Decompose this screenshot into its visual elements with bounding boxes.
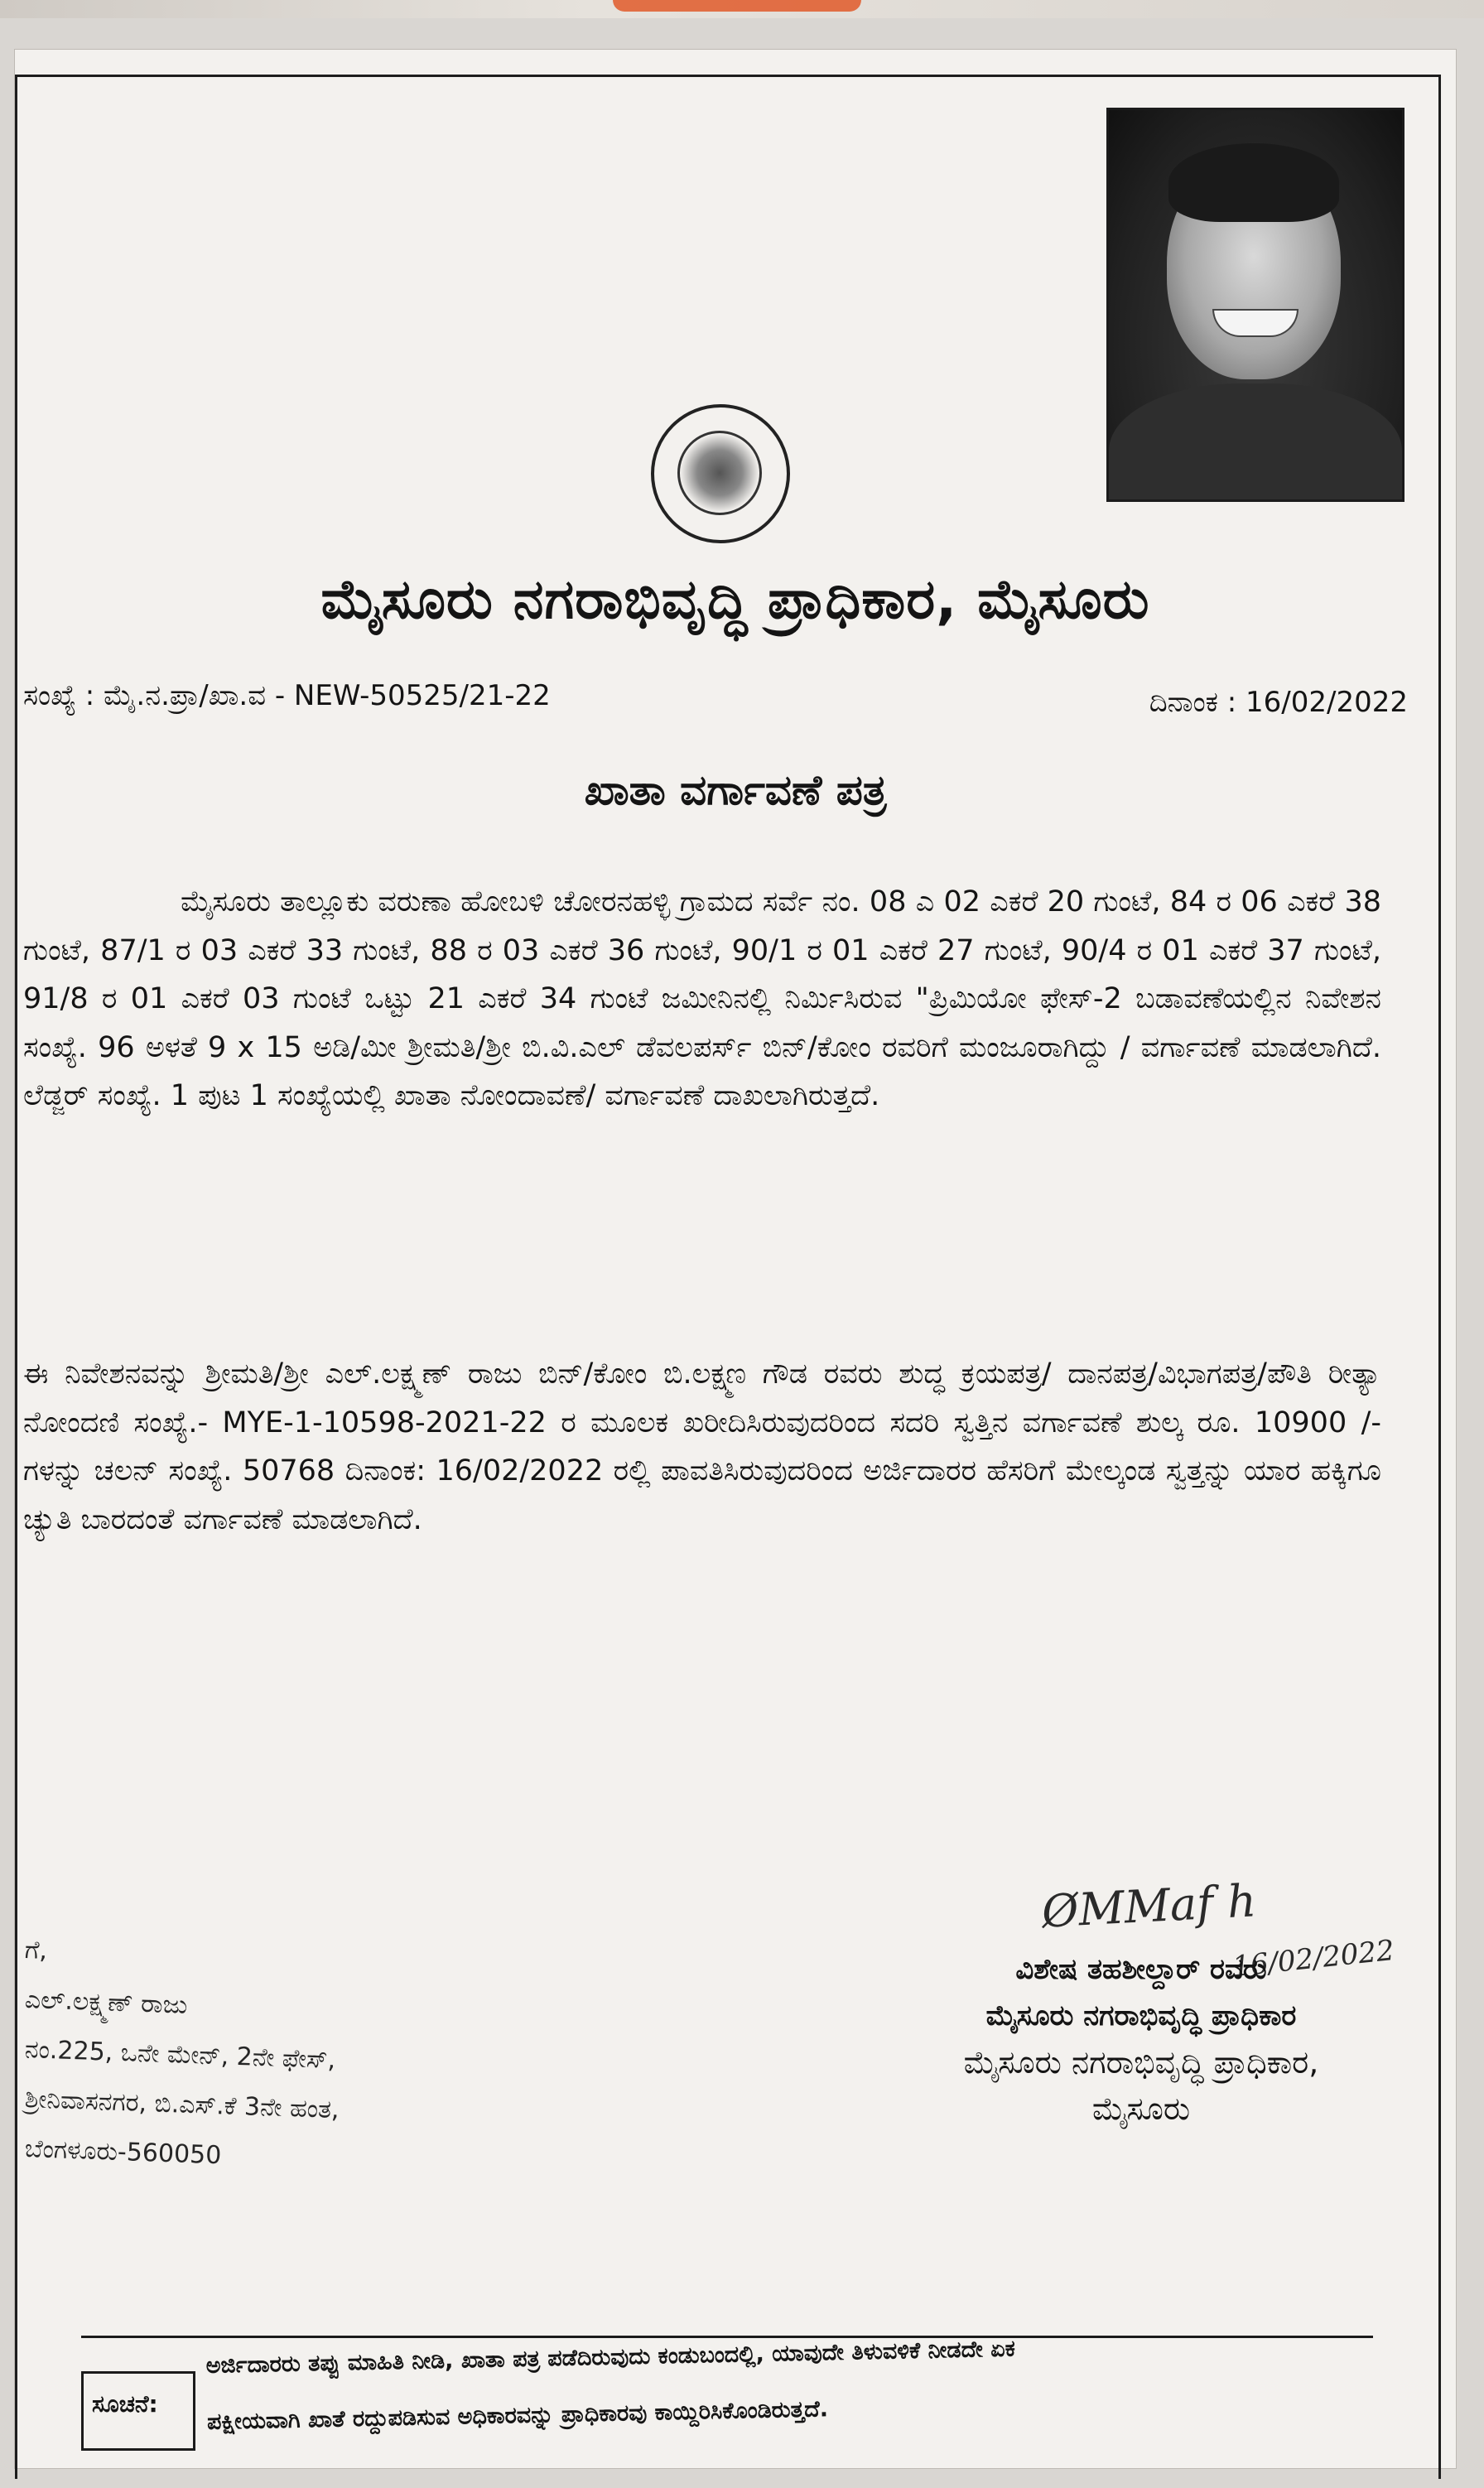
- recipient-prefix: ಗೆ,: [24, 1936, 48, 1965]
- document-subtitle: ಖಾತಾ ವರ್ಗಾವಣೆ ಪತ್ರ: [584, 766, 887, 814]
- notice-label-box: [81, 2371, 195, 2451]
- notice-box: [81, 2336, 1373, 2479]
- reference-number: ಸಂಖ್ಯೆ : ಮೈ.ನ.ಪ್ರಾ/ಖಾ.ವ - NEW-50525/21-22: [23, 679, 551, 712]
- signatory-authority: ಮೈಸೂರು ನಗರಾಭಿವೃದ್ಧಿ ಪ್ರಾಧಿಕಾರ,: [963, 2044, 1319, 2081]
- notice-text: [205, 2313, 1384, 2451]
- notice-line-1: ಅರ್ಜಿದಾರರು ತಪ್ಪು ಮಾಹಿತಿ ನೀಡಿ, ಖಾತಾ ಪತ್ರ ಪಡೆದಿರುವುದು ಕಂಡುಬಂದಲ್ಲಿ, ಯಾವುದೇ ತಿಳುವಳಿಕೆ ನೀಡದೇ ಏಕ: [205, 2336, 1016, 2379]
- applicant-photo: [1106, 108, 1404, 502]
- signature-scribble: ØMMaf h: [1040, 1874, 1258, 1938]
- signature-date: 16/02/2022: [1231, 1933, 1396, 1984]
- signatory-title: ವಿಶೇಷ ತಹಶೀಲ್ದಾರ್ ರವರು: [1015, 1953, 1267, 1986]
- signatory-city: ಮೈಸೂರು: [1091, 2090, 1191, 2127]
- photo-hair: [1168, 143, 1339, 222]
- photo-shoulders: [1109, 383, 1402, 502]
- paragraph-1: ಮೈಸೂರು ತಾಲ್ಲೂಕು ವರುಣಾ ಹೋಬಳಿ ಚೋರನಹಳ್ಳಿ ಗ್ರಾಮದ ಸರ್ವೆ ನಂ. 08 ಎ 02 ಎಕರೆ 20 ಗುಂಟೆ, 84 ರ 06 ಎಕರೆ 38 ಗುಂಟೆ, 87/1 ರ 03 ಎಕರೆ 33 ಗುಂಟೆ, 88 ರ 03 ಎಕರೆ 36 ಗುಂಟೆ, 90/1 ರ 01 ಎಕರೆ 27 ಗುಂಟೆ, 90/4 ರ 01 ಎಕರೆ 37 ಗುಂಟೆ, 91/8 ರ 01 ಎಕರೆ 03 ಗುಂಟೆ ಒಟ್ಟು 21 ಎಕರೆ 34 ಗುಂಟೆ ಜಮೀನಿನಲ್ಲಿ ನಿರ್ಮಿಸಿರುವ "ಪ್ರಿಮಿಯೋ ಫೇಸ್-2 ಬಡಾವಣೆಯಲ್ಲಿನ ನಿವೇಶನ ಸಂಖ್ಯೆ. 96 ಅಳತೆ 9 x 15 ಅಡಿ/ಮೀ ಶ್ರೀಮತಿ/ಶ್ರೀ ಬಿ.ವಿ.ಎಲ್ ಡೆವಲಪರ್ಸ್ ಬಿನ್/ಕೋಂ ರವರಿಗೆ ಮಂಜೂರಾಗಿದ್ದು / ವರ್ಗಾವಣೆ ಮಾಡಲಾಗಿದೆ. ಲೆಡ್ಜರ್ ಸಂಖ್ಯೆ. 1 ಪುಟ 1 ಸಂಖ್ಯೆಯಲ್ಲಿ ಖಾತಾ ನೋಂದಾವಣೆ/ ವರ್ಗಾವಣೆ ದಾಖಲಾಗಿರುತ್ತದೆ.: [23, 885, 1381, 1112]
- recipient-name: ಎಲ್.ಲಕ್ಷ್ಮಣ್ ರಾಜು: [24, 1985, 188, 2020]
- recipient-address-line-2: ಶ್ರೀನಿವಾಸನಗರ, ಬಿ.ಎಸ್.ಕೆ 3ನೇ ಹಂತ,: [24, 2085, 340, 2125]
- signatory-block: [876, 1946, 1406, 2132]
- authority-seal-icon: [651, 404, 790, 543]
- recipient-address-line-1: ನಂ.225, ಒನೇ ಮೇನ್, 2ನೇ ಫೇಸ್,: [24, 2035, 336, 2076]
- paragraph-2: ಈ ನಿವೇಶನವನ್ನು ಶ್ರೀಮತಿ/ಶ್ರೀ ಎಲ್.ಲಕ್ಷ್ಮಣ್ ರಾಜು ಬಿನ್/ಕೋಂ ಬಿ.ಲಕ್ಷ್ಮಣ ಗೌಡ ರವರು ಶುದ್ಧ ಕ್ರಯಪತ್ರ/ ದಾನಪತ್ರ/ವಿಭಾಗಪತ್ರ/ಪೌತಿ ರೀತ್ಯಾ ನೋಂದಣಿ ಸಂಖ್ಯೆ.- MYE-1-10598-2021-22 ರ ಮೂಲಕ ಖರೀದಿಸಿರುವುದರಿಂದ ಸದರಿ ಸ್ವತ್ತಿನ ವರ್ಗಾವಣೆ ಶುಲ್ಕ ರೂ. 10900 /- ಗಳನ್ನು ಚಲನ್ ಸಂಖ್ಯೆ. 50768 ದಿನಾಂಕ: 16/02/2022 ರಲ್ಲಿ ಪಾವತಿಸಿರುವುದರಿಂದ ಅರ್ಜಿದಾರರ ಹೆಸರಿಗೆ ಮೇಲ್ಕಂಡ ಸ್ವತ್ತನ್ನು ಯಾರ ಹಕ್ಕಿಗೂ ಚ್ಯುತಿ ಬಾರದಂತೆ ವರ್ಗಾವಣೆ ಮಾಡಲಾಗಿದೆ.: [23, 1357, 1381, 1536]
- signatory-office: ಮೈಸೂರು ನಗರಾಭಿವೃದ್ಧಿ ಪ್ರಾಧಿಕಾರ: [985, 1999, 1297, 2032]
- notice-line-2: ಪಕ್ಷೀಯವಾಗಿ ಖಾತೆ ರದ್ದುಪಡಿಸುವ ಅಧಿಕಾರವನ್ನು ಪ್ರಾಧಿಕಾರವು ಕಾಯ್ದಿರಿಸಿಕೊಂಡಿರುತ್ತದೆ.: [206, 2396, 829, 2435]
- seal-center: [677, 431, 762, 515]
- recipient-address-line-3: ಬೆಂಗಳೂರು-560050: [24, 2134, 222, 2171]
- recipient-address: [25, 1926, 340, 2174]
- page-title: ಮೈಸೂರು ನಗರಾಭಿವೃದ್ಧಿ ಪ್ರಾಧಿಕಾರ, ಮೈಸೂರು: [320, 567, 1150, 631]
- issue-date: ದಿನಾಂಕ : 16/02/2022: [1149, 686, 1408, 719]
- notice-label: ಸೂಚನೆ:: [92, 2390, 158, 2418]
- scan-top-tab: [613, 0, 861, 12]
- document-page: [15, 50, 1456, 2468]
